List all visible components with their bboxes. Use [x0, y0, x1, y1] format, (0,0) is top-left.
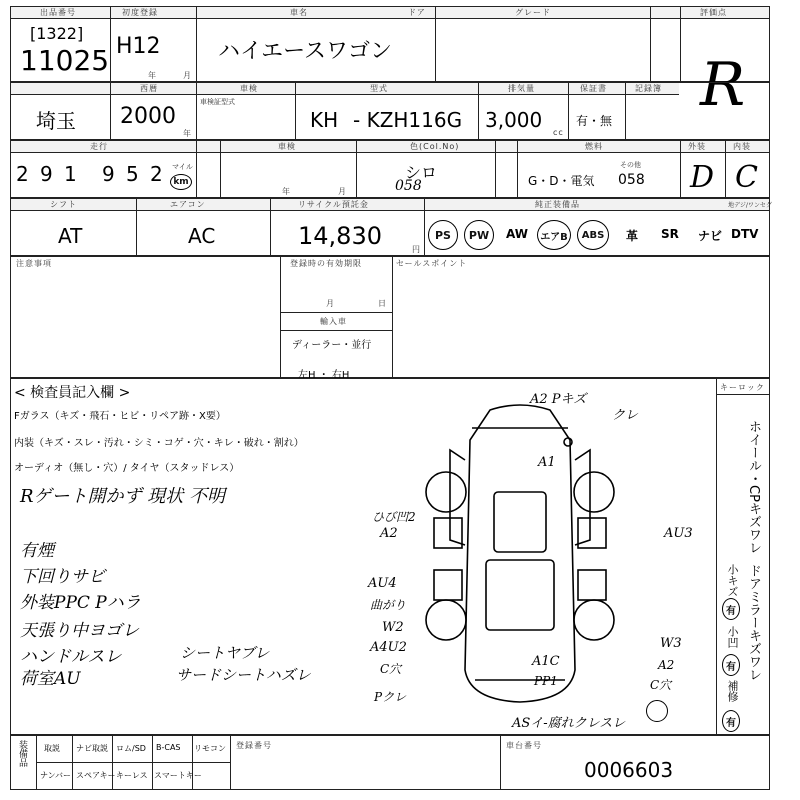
km-unit: km — [170, 174, 192, 190]
note-smoke: 有煙 — [20, 541, 54, 561]
note-rgate: Rゲート開かず 現状 不明 — [20, 486, 225, 507]
equip-abs: ABS — [577, 220, 609, 250]
year-ad: 2000 — [120, 104, 176, 129]
rating-caption: 評価点 — [700, 8, 727, 17]
auction-sheet: 出品番号 初度登録 車名 ドア グレード 評価点 [1322] 11025 H12 年 月 ハイエースワゴン R 西暦 車検 型式 排気量 保証書 記録簿 車検証型式 埼玉 2000 年 KH - KZH116G 3,000 cc 有・無 走行 車検 色(Col.No) 燃料 外装 内装 2 9 1 9 5 2 マイル km 年 月 シロ 058 G・D・電気 その他 058 D C シフト エアコン リサイクル預託金 純正装備品 地デジ/ワンセグ AT AC 14,830 円 PS PW AW エアB ABS 革 SR ナビ DTV 注意事項 セールスポイント 登録時の有効期限 月 日 輸入車 ディーラー・並行 左H ・ 右H キーロック < 検査員記入欄 > Fガラス（キズ・飛石・ヒビ・リペア跡・X要） 内装（キズ・スレ・汚れ・シミ・コゲ・穴・キレ・破れ・割れ） オーディオ（無し・穴）/ タイヤ（スタッドレス） Rゲート開かず 現状 不明 有煙 下回りサビ 外装PPC Pハラ 天張り中ヨゴレ ハンドルスレ 荷室AU シートヤブレ サードシートハズレ A2 Pキズ クレ A1 ひび凹2 A2 AU4 曲がり W2 A4U2 C穴 Pクレ AU3 W3 A2 C穴 A1C PP1 ASイ-腐れクレスレ ホイール・CPキズワレ ドアミラーキズワレ 小キズ 有 小凹 有 補修 有 装備品 取説 ナビ取説 ロム/SD B-CAS リモコン ナンバー スペアキー キーレス スマートキー 登録番号 車台番号 0006603 — [0, 0, 800, 800]
note-cargo: 荷室AU — [20, 669, 81, 689]
warranty: 有・無 — [576, 114, 613, 128]
fuel-options: G・D・電気 — [528, 174, 595, 188]
note-seat: シートヤブレ — [180, 644, 270, 662]
footer-side-label: 装備品 — [17, 740, 27, 767]
diag-top: A2 Pキズ — [530, 392, 587, 407]
shift: AT — [58, 224, 83, 248]
door-caption: ドア — [408, 8, 426, 17]
header-band-3 — [11, 141, 769, 153]
chassis-number: 0006603 — [584, 758, 674, 782]
diag-a1: A1 — [538, 455, 556, 470]
equip-aw: AW — [506, 227, 528, 241]
doc-label: 登録番号 — [236, 741, 272, 750]
model-prefix: KH — [310, 108, 339, 132]
equip-airbag: エアB — [537, 220, 571, 250]
region: 埼玉 — [36, 109, 76, 133]
keylock-caption: キーロック — [720, 383, 765, 392]
displacement: 3,000 — [485, 108, 543, 132]
diag-left1: ひび凹2 — [372, 510, 416, 524]
lot-code: [1322] — [30, 24, 84, 43]
diag-bottom-b: PP1 — [534, 674, 558, 688]
grade-caption: グレード — [515, 8, 551, 17]
diag-left1b: A2 — [380, 526, 398, 541]
diag-bottom-c: ASイ-腐れクレスレ — [512, 716, 626, 731]
diag-left3: W2 — [382, 620, 404, 635]
diag-left2: AU4 — [368, 576, 397, 591]
header-band-4 — [11, 199, 769, 211]
equip-ps: PS — [428, 220, 458, 250]
sales-caption: セールスポイント — [396, 259, 468, 268]
equip-leather: 革 — [626, 229, 639, 243]
first-reg-caption: 初度登録 — [122, 8, 158, 17]
lot-number: 11025 — [20, 44, 110, 77]
equip-sr: SR — [661, 227, 679, 241]
note-exterior: 外装PPC Pハラ — [20, 593, 141, 613]
interior-rating: C — [735, 160, 758, 195]
side-wheel-note: ホイール・CPキズワレ — [746, 420, 761, 554]
mileage-d1: 2 — [16, 162, 29, 186]
notes-row — [10, 256, 770, 378]
diag-bottom: A1C — [532, 654, 560, 669]
recycle-amount: 14,830 — [298, 222, 382, 250]
car-name: ハイエースワゴン — [218, 39, 393, 64]
diag-left4c: Pクレ — [374, 690, 407, 704]
color-code: 058 — [395, 178, 422, 194]
mileage-d5: 5 — [126, 162, 139, 186]
lot-no-caption: 出品番号 — [40, 8, 76, 17]
note-third-seat: サードシートハズレ — [176, 666, 311, 684]
diag-left4b: C穴 — [380, 662, 402, 676]
mileage-d2: 9 — [40, 162, 53, 186]
color-name: シロ — [405, 163, 438, 182]
overall-rating: R — [700, 50, 746, 120]
mileage-d3: 1 — [64, 162, 77, 186]
diag-left4: A4U2 — [370, 640, 407, 655]
mileage-d6: 2 — [150, 162, 163, 186]
model-code: - KZH116G — [353, 108, 463, 132]
diag-left2b: 曲がり — [370, 598, 407, 612]
diag-right2: W3 — [660, 636, 682, 651]
equip-navi: ナビ — [698, 229, 723, 243]
audio-tire-line: オーディオ（無し・穴）/ タイヤ（スタッドレス） — [14, 463, 240, 474]
diag-right2b: A2 — [658, 658, 675, 672]
note-underbody: 下回りサビ — [20, 567, 105, 587]
dealer-parallel: ディーラー・並行 — [292, 340, 372, 351]
diag-top-right: クレ — [612, 408, 639, 423]
equip-pw: PW — [464, 220, 494, 250]
car-name-caption: 車名 — [290, 8, 308, 17]
chassis-label: 車台番号 — [506, 741, 542, 750]
mileage-d4: 9 — [102, 162, 115, 186]
header-band-2 — [11, 83, 679, 95]
note-handle: ハンドルスレ — [20, 647, 122, 667]
fglass-line: Fガラス（キズ・飛石・ヒビ・リペア跡・X要） — [14, 411, 226, 422]
car-diagram — [420, 400, 620, 710]
equip-dtv: DTV — [731, 227, 759, 241]
steering-side: 左H ・ 右H — [298, 370, 350, 381]
diag-right2c: C穴 — [650, 678, 672, 692]
notes-caption: 注意事項 — [16, 259, 52, 268]
diag-bottom-circle — [646, 700, 668, 722]
first-reg-era: H12 — [116, 34, 161, 59]
side-mirror-note: ドアミラーキズワレ — [746, 564, 761, 681]
fuel-other: 058 — [618, 172, 645, 188]
interior-line: 内装（キズ・スレ・汚れ・シミ・コゲ・穴・キレ・破れ・割れ） — [14, 438, 304, 449]
inspector-title: < 検査員記入欄 > — [14, 385, 131, 401]
diag-right1: AU3 — [664, 526, 693, 541]
aircon: AC — [188, 224, 216, 248]
exterior-rating: D — [690, 160, 715, 195]
note-ceiling: 天張り中ヨゴレ — [20, 621, 139, 641]
